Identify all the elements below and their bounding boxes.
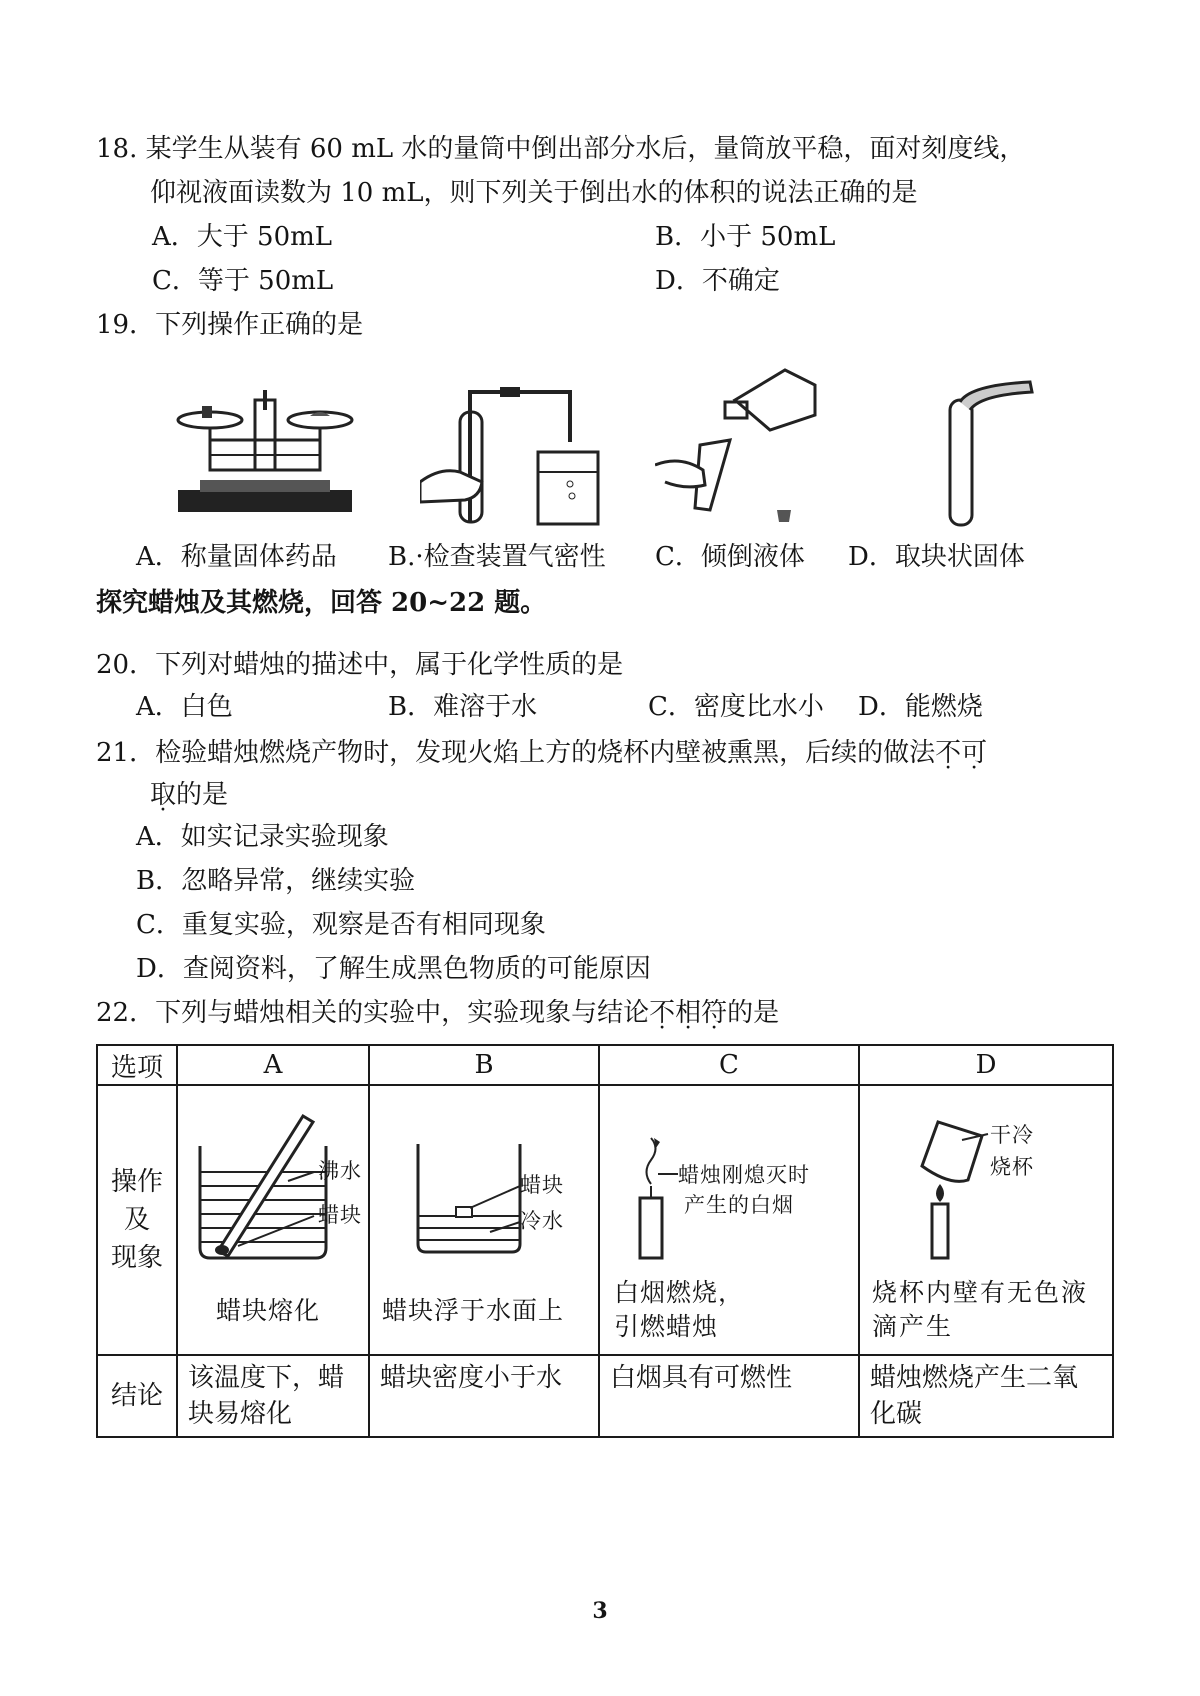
header-option: 选项 [97,1045,177,1085]
cell-b-operation [369,1085,599,1355]
q20-option-b: B．难溶于水 [388,692,538,722]
row-label-operation: 操作 及 现象 [97,1085,177,1355]
label-beaker: 烧杯 [990,1155,1034,1179]
q18-line2: 仰视液面读数为 10 mL，则下列关于倒出水的体积的说法正确的是 [150,178,918,208]
header-a: A [177,1045,369,1085]
label-cold-water: 冷水 [520,1209,564,1233]
q21-stem-line2: 取的是 [150,780,229,810]
q21-option-b: B．忽略异常，继续实验 [136,866,416,896]
block-solid-figure [920,380,1040,530]
phenomenon-d: 烧杯内壁有无色液滴产生 [872,1278,1089,1341]
label-boiling-water: 沸水 [318,1159,362,1183]
q18-option-c: C．等于 50mL [152,266,334,296]
pouring-liquid-figure [655,360,830,530]
conclusion-c: 白烟具有可燃性 [599,1355,859,1437]
q19-option-d: D．取块状固体 [848,542,1025,572]
section-heading: 探究蜡烛及其燃烧，回答 20~22 题。 [96,588,547,618]
experiment-table [96,1044,1114,1438]
q18-option-b: B．小于 50mL [655,222,836,252]
phenomenon-a: 蜡块熔化 [216,1296,321,1325]
phenomenon-c-2: 引燃蜡烛 [614,1312,719,1341]
conclusion-d: 蜡烛燃烧产生二氧化碳 [859,1355,1113,1437]
q20-option-d: D．能燃烧 [858,692,983,722]
label-wax-a: 蜡块 [318,1203,362,1227]
header-d: D [859,1045,1113,1085]
cell-d-operation [859,1085,1113,1355]
q20-stem: 20．下列对蜡烛的描述中，属于化学性质的是 [96,650,624,680]
q21-option-c: C．重复实验，观察是否有相同现象 [136,910,546,940]
header-c: C [599,1045,859,1085]
header-b: B [369,1045,599,1085]
q19-stem: 19．下列操作正确的是 [96,310,364,340]
q18-option-a: A．大于 50mL [152,222,333,252]
q19-option-a: A．称量固体药品 [136,542,337,572]
q19-option-c: C．倾倒液体 [655,542,805,572]
q21-option-a: A．如实记录实验现象 [136,822,389,852]
balance-figure [170,380,360,520]
page-number: 3 [592,1598,608,1624]
label-wax-b: 蜡块 [520,1173,564,1197]
airtightness-figure [420,372,600,530]
q18-line1: 18. 某学生从装有 60 mL 水的量筒中倒出部分水后，量筒放平稳，面对刻度线， [96,134,1026,164]
cell-a-operation [177,1085,369,1355]
label-smoke-1: 蜡烛刚熄灭时 [678,1163,810,1187]
q22-stem: 22．下列与蜡烛相关的实验中，实验现象与结论不相符的是 [96,998,780,1028]
phenomenon-c-1: 白烟燃烧， [614,1278,745,1307]
conclusion-b: 蜡块密度小于水 [369,1355,599,1437]
label-dry-cold: 干冷 [990,1123,1034,1147]
q20-option-c: C．密度比水小 [648,692,824,722]
q21-stem-line1: 21．检验蜡烛燃烧产物时，发现火焰上方的烧杯内壁被熏黑，后续的做法不可 [96,738,988,768]
q20-option-a: A．白色 [136,692,233,722]
cell-c-operation [599,1085,859,1355]
q18-option-d: D．不确定 [655,266,780,296]
conclusion-a: 该温度下，蜡块易熔化 [177,1355,369,1437]
q19-option-b: B.·检查装置气密性 [388,542,606,572]
label-smoke-2: 产生的白烟 [684,1193,794,1217]
phenomenon-b: 蜡块浮于水面上 [382,1296,565,1325]
q21-option-d: D．查阅资料，了解生成黑色物质的可能原因 [136,954,651,984]
row-label-conclusion: 结论 [97,1355,177,1437]
